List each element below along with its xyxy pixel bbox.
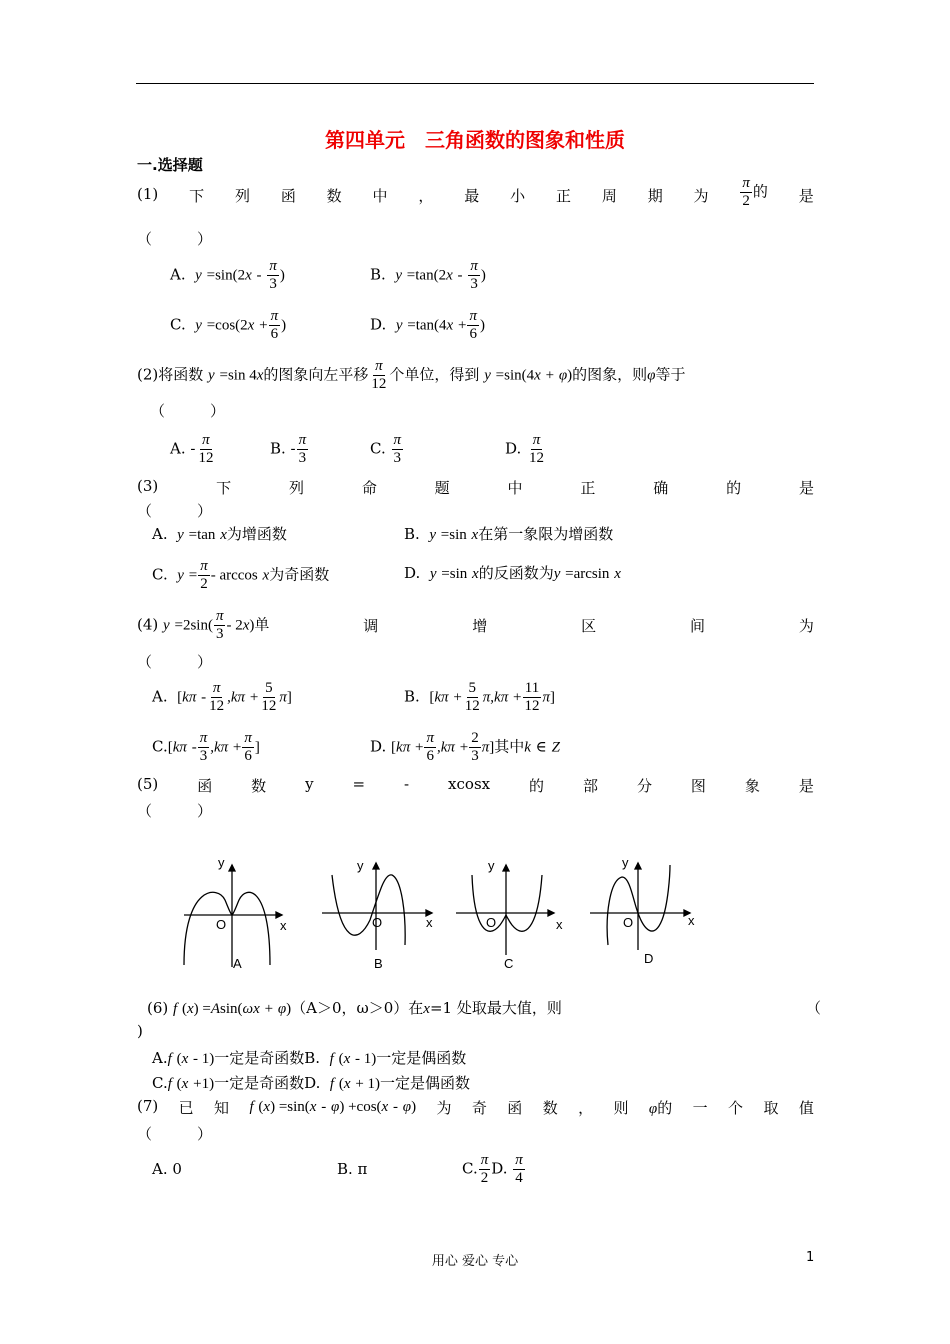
q1-option-b: B. y =tan(2x - $\frac{\pi}{3}$ ) [370, 258, 486, 292]
graph-d-x-label: x [688, 913, 695, 928]
q4-option-d: D. [kπ + $\frac{\pi}{6}$ ,kπ + $\frac{2}{3}$ π]其中k ∈ Z [370, 730, 560, 764]
q3-option-d: D. y =sin x的反函数为y =arcsin x [404, 564, 621, 582]
section-heading: 一.选择题 [137, 156, 203, 174]
q4-option-c: C.[kπ - $\frac{\pi}{3}$ ,kπ + $\frac{\pi}{6}$ ] [152, 730, 260, 764]
graph-d-label: D [644, 951, 654, 966]
graph-a-label: A [233, 956, 242, 971]
q1-option-d: D. y =tan(4x + $\frac{\pi}{6}$ ) [370, 308, 485, 342]
graph-d-origin: O [623, 915, 634, 930]
q5-stem: (5) 函 数 y = - xcosx 的 部 分 图 象 是 [137, 775, 814, 795]
q2-paren: （ ） [150, 402, 226, 420]
q4-stem: (4) y =2sin( $\frac{\pi}{3}$ - 2x)单 调 增 区 间 为 [137, 608, 814, 642]
graph-d-y-label: y [622, 855, 629, 870]
q5-graphs [170, 845, 710, 975]
header-rule [136, 83, 814, 84]
q6-paren-close: ) [137, 1022, 143, 1040]
graph-c [456, 858, 563, 971]
graph-b-origin: O [372, 915, 383, 930]
q4-paren: （ ） [137, 653, 213, 671]
q2-option-b: B. - $\frac{\pi}{3}$ [270, 432, 307, 466]
graph-c-y-label: y [488, 858, 495, 873]
page-title: 第四单元 三角函数的图象和性质 [325, 128, 625, 152]
q5-paren: （ ） [137, 802, 213, 820]
q2-option-c: C. $\frac{\pi}{3}$ [370, 432, 402, 466]
q7-paren: （ ） [137, 1125, 213, 1143]
graph-c-label: C [504, 956, 514, 971]
q7-option-a: A. 0 [152, 1160, 182, 1178]
q3-stem: (3) 下 列 命 题 中 正 确 的 是 [137, 477, 814, 497]
q2-stem: (2)将函数 y =sin 4x的图象向左平移 $\frac{\pi}{12}$ 个单位，得到 y =sin(4x + φ)的图象，则φ等于 [137, 358, 686, 392]
graph-a [184, 855, 287, 971]
q6-option-cd: C.f (x +1)一定是奇函数D. f (x + 1)一定是偶函数 [152, 1074, 471, 1092]
q2-option-d: D. $\frac{\pi}{12}$ [505, 432, 545, 466]
graph-b [322, 858, 433, 971]
q3-option-a: A. y =tan x为增函数 [152, 525, 287, 543]
q6-stem: (6) f (x) =Asin(ωx + φ)（A＞0，ω＞0）在x=1 处取最大值，则 [147, 999, 562, 1017]
q1-option-a: A. y =sin(2x - $\frac{\pi}{3}$ ) [170, 258, 285, 292]
graph-a-origin: O [216, 917, 227, 932]
q1-paren: （ ） [137, 230, 213, 248]
q3-option-c: C. y = $\frac{\pi}{2}$ - arccos x为奇函数 [152, 558, 330, 592]
q6-option-ab: A.f (x - 1)一定是奇函数B. f (x - 1)一定是偶函数 [152, 1049, 467, 1067]
q7-option-cd: C. $\frac{\pi}{2}$ D. $\frac{\pi}{4}$ [462, 1152, 523, 1186]
graph-a-x-label: x [280, 918, 287, 933]
q6-paren-open: （ [806, 999, 822, 1017]
q3-option-b: B. y =sin x在第一象限为增函数 [404, 525, 614, 543]
graph-d [590, 855, 695, 966]
q7-stem: (7) 已 知 f (x) =sin(x - φ) +cos(x - φ) 为 奇 函 数 ， 则 φ的 一 个 取 值 [137, 1097, 814, 1117]
graph-c-origin: O [486, 915, 497, 930]
q3-paren: （ ） [137, 502, 213, 520]
q7-option-b: B. π [337, 1160, 368, 1178]
q4-option-a: A. [kπ - $\frac{\pi}{12}$ ,kπ + $\frac{5}{12}$ π] [152, 680, 292, 714]
q2-option-a: A. - $\frac{\pi}{12}$ [170, 432, 214, 466]
page-number: 1 [806, 1250, 815, 1265]
graph-b-label: B [374, 956, 383, 971]
graph-b-y-label: y [357, 858, 364, 873]
footer-text: 用心 爱心 专心 [431, 1254, 519, 1269]
graph-a-y-label: y [218, 855, 225, 870]
q4-option-b: B. [kπ + $\frac{5}{12}$ π,kπ + $\frac{11}{12}$ π] [404, 680, 555, 714]
graph-c-x-label: x [556, 917, 563, 932]
q1-option-c: C. y =cos(2x + $\frac{\pi}{6}$ ) [170, 308, 287, 342]
q1-stem: (1) 下 列 函 数 中 ， 最 小 正 周 期 为 $\frac{\pi}{2}$ 的 是 [137, 175, 814, 209]
graph-b-x-label: x [426, 915, 433, 930]
